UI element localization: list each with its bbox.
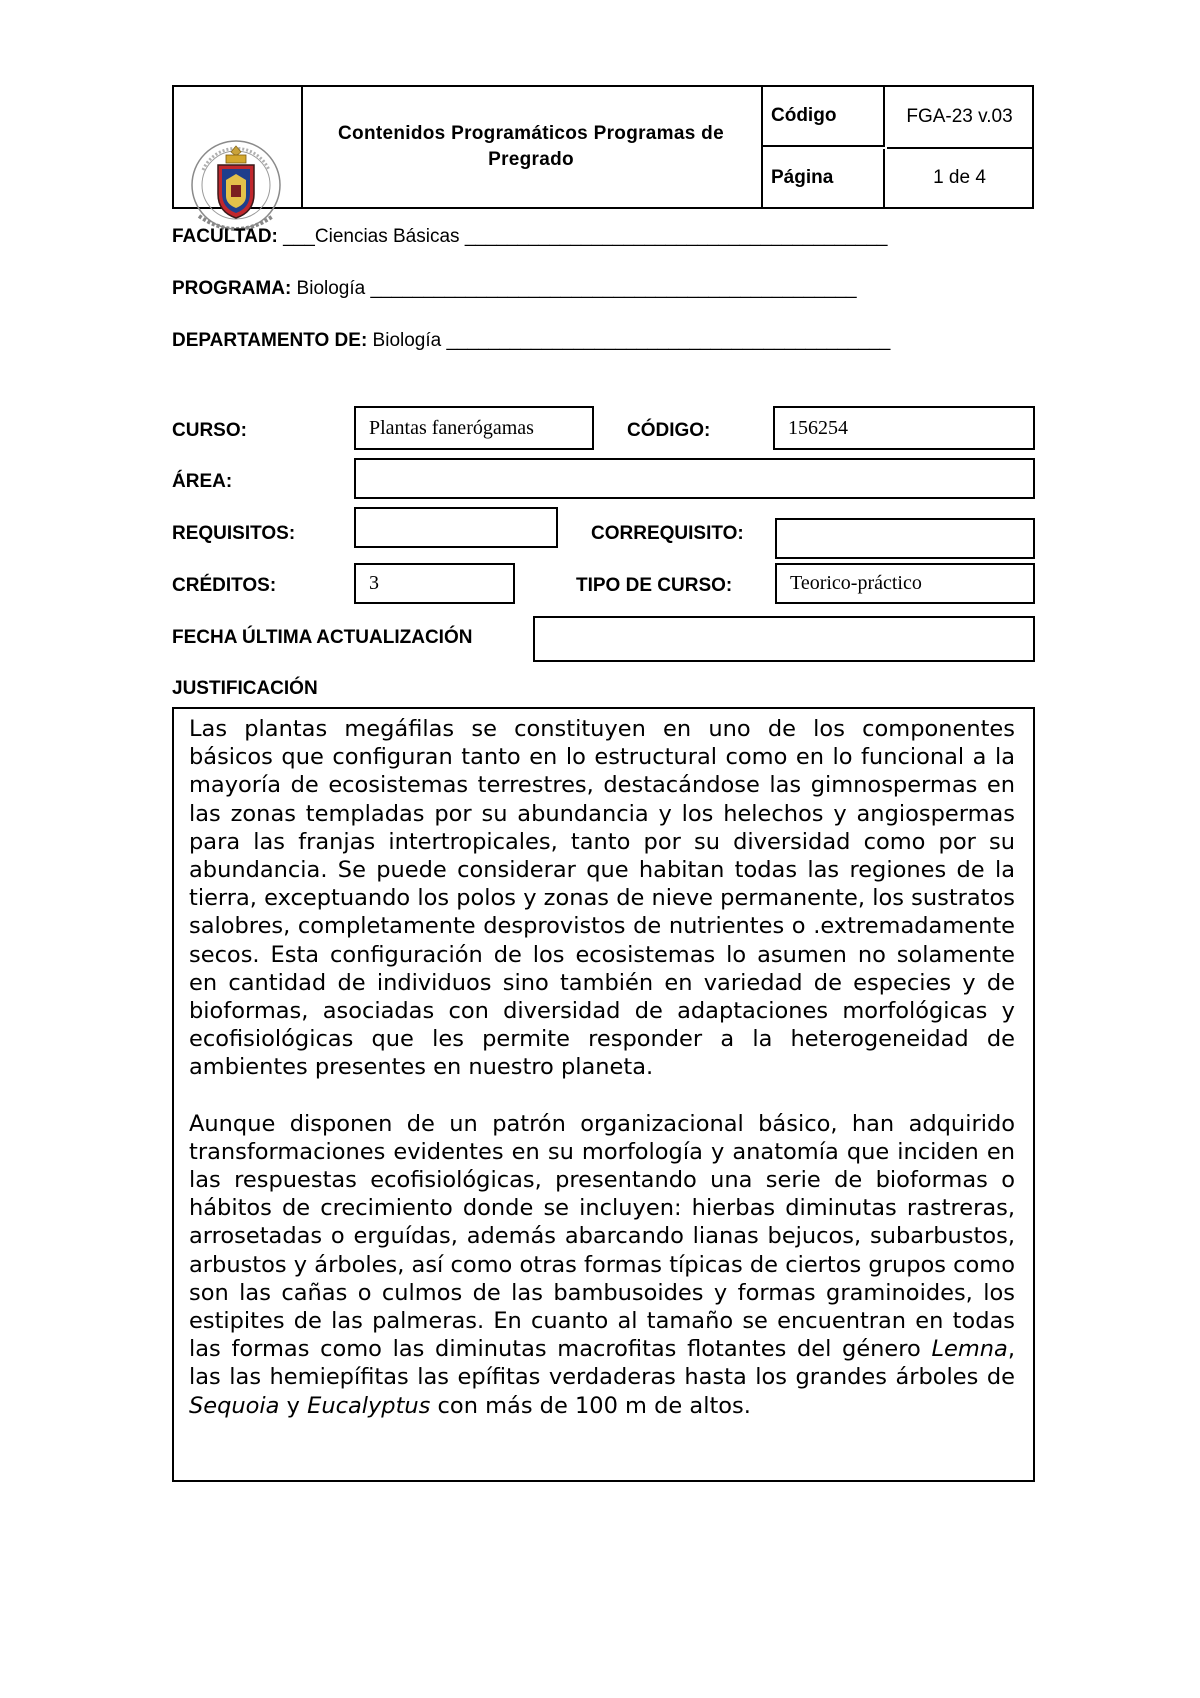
area-label: ÁREA: — [172, 471, 233, 492]
departamento-value: Biología __________________________________________ — [367, 330, 891, 351]
code-label: Código — [763, 87, 885, 147]
tipo-curso-label: TIPO DE CURSO: — [576, 575, 733, 596]
programa-label: PROGRAMA: — [172, 278, 292, 299]
genus-sequoia: Sequoia — [189, 1392, 280, 1419]
document-header-table — [172, 85, 1034, 209]
facultad-label: FACULTAD: — [172, 226, 278, 247]
justificacion-paragraph-2 — [189, 1110, 1015, 1420]
area-field[interactable] — [354, 458, 1035, 499]
tipo-curso-value: Teorico-práctico — [790, 572, 922, 594]
programa-line — [172, 278, 857, 300]
page-label: Página — [763, 149, 885, 207]
document-title-cell — [301, 87, 763, 207]
fecha-actualizacion-label: FECHA ÚLTIMA ACTUALIZACIÓN — [172, 627, 473, 648]
tipo-curso-field[interactable] — [775, 563, 1035, 604]
justificacion-text — [189, 715, 1015, 1448]
departamento-label: DEPARTAMENTO DE: — [172, 330, 368, 351]
code-value: FGA-23 v.03 — [887, 87, 1032, 149]
justificacion-box — [172, 707, 1035, 1482]
facultad-value: ___Ciencias Básicas ________________________________________ — [277, 226, 888, 247]
codigo-value: 156254 — [788, 416, 848, 439]
page-value: 1 de 4 — [933, 167, 986, 188]
paragraph-2-part-c: y — [279, 1392, 308, 1419]
curso-value: Plantas fanerógamas — [369, 416, 534, 439]
programa-value: Biología ______________________________________________ — [291, 278, 857, 299]
facultad-line — [172, 226, 888, 248]
codigo-field[interactable] — [773, 406, 1035, 450]
requisitos-label: REQUISITOS: — [172, 523, 296, 544]
paragraph-2-part-a: Aunque disponen de un patrón organizacional básico, han adquirido transformaciones evidentes en su morfología y anatomía que inciden en las respuestas ecofisiológicas, presentando una serie de bioformas o hábitos de crecimiento donde se incluyen: hierbas diminutas rastreras, arrosetadas o erguídas, además abarcando lianas bejucos, subarbustos, arbustos y árboles, así como otras formas típicas de ciertos grupos como son las cañas o culmos de las bambusoides y formas graminoides, los estipites de las palmeras. En cuanto al tamaño se encuentran en todas las formas como las diminutas macrofitas flotantes del género — [189, 1110, 1015, 1363]
paragraph-2-part-b: , las las hemiepífitas las epífitas verdaderas hasta los grandes árboles de — [189, 1336, 1015, 1391]
justificacion-paragraph-1: Las plantas megáfilas se constituyen en uno de los componentes básicos que configuran tanto en lo estructural como en lo funcional a la mayoría de ecosistemas terrestres, destacándose las gimnospermas en las zonas templadas por su abundancia y los helechos y angiospermas para las franjas intertropicales, tanto por su diversidad como por su abundancia. Se puede considerar que habitan todas las regiones de la tierra, exceptuando los polos y zonas de nieve permanente, los sustratos salobres, completamente desprovistos de nutrientes o .extremadamente secos. Esta configuración de los ecosistemas lo asumen no solamente en cantidad de individuos sino también en variedad de especies y de bioformas, asociadas con diversidad de adaptaciones morfológicas y ecofisiológicas que les permite responder a la heterogeneidad de ambientes presentes en nuestro planeta. — [189, 716, 1015, 1081]
curso-label: CURSO: — [172, 420, 247, 441]
codigo-label: CÓDIGO: — [627, 420, 711, 441]
correquisito-field[interactable] — [775, 518, 1035, 559]
genus-eucalyptus: Eucalyptus — [307, 1392, 431, 1419]
genus-lemna: Lemna — [931, 1336, 1008, 1363]
justificacion-heading: JUSTIFICACIÓN — [172, 678, 318, 699]
departamento-line — [172, 330, 890, 352]
creditos-field[interactable] — [354, 563, 515, 604]
curso-field[interactable] — [354, 406, 594, 450]
creditos-value: 3 — [369, 572, 379, 594]
creditos-label: CRÉDITOS: — [172, 575, 277, 596]
requisitos-field[interactable] — [354, 507, 558, 548]
document-title: Contenidos Programáticos Programas de Pregrado — [338, 123, 724, 170]
paragraph-2-part-d: con más de 100 m de altos. — [430, 1392, 751, 1419]
correquisito-label: CORREQUISITO: — [591, 523, 744, 544]
fecha-actualizacion-field[interactable] — [533, 616, 1035, 662]
